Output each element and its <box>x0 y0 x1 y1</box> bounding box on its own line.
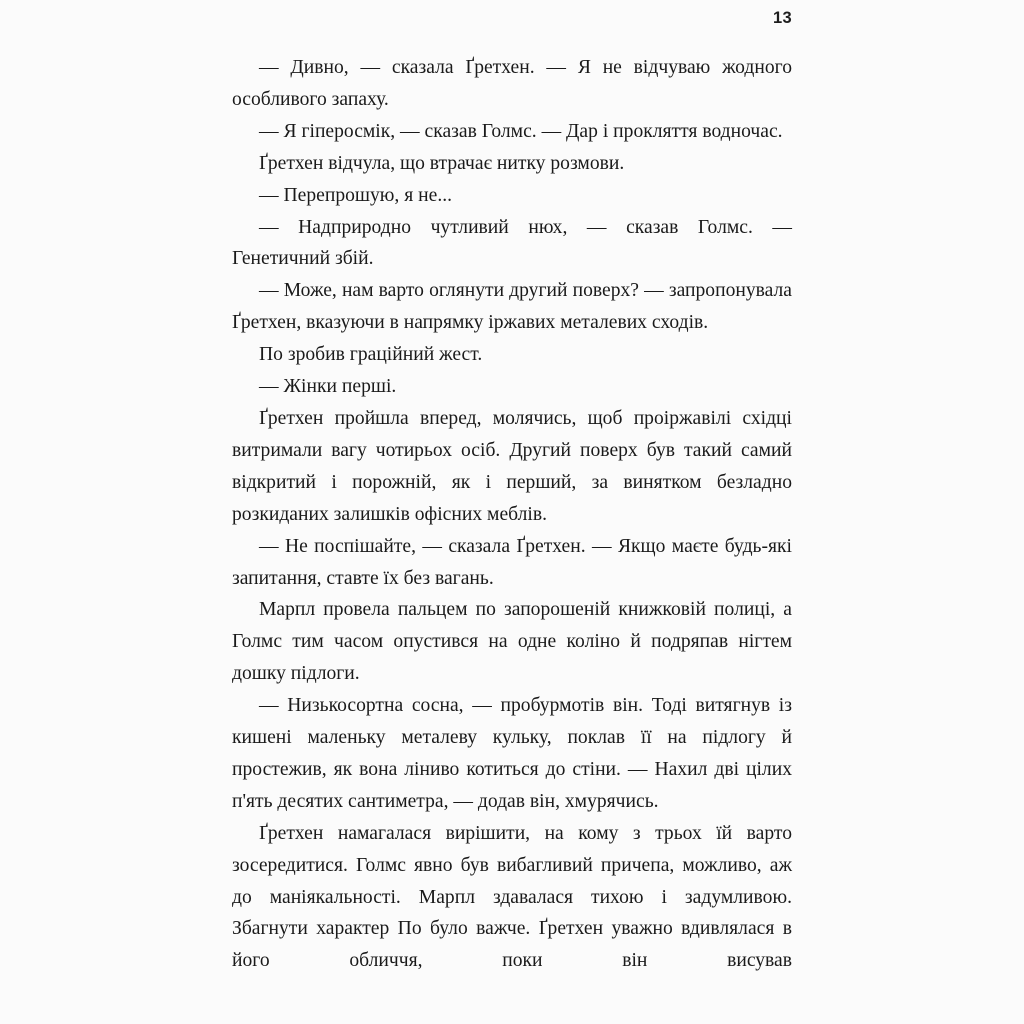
paragraph: — Низькосортна сосна, — пробурмотів він. Тоді витягнув із кишені маленьку металеву кульку, поклав її на підлогу й простежив, як вона ліниво котиться до стіни. — Нахил дві цілих п'ять десятих сантиметра, — додав він, хмурячись. <box>232 695 792 812</box>
paragraph: — Не поспішайте, — сказала Ґретхен. — Якщо маєте будь-які запитання, ставте їх без вагань. <box>232 535 792 589</box>
paragraph: Ґретхен відчула, що втрачає нитку розмови. <box>259 152 625 174</box>
paragraph: — Жінки перші. <box>259 376 397 398</box>
body-text <box>232 52 792 977</box>
page-number: 13 <box>773 9 792 27</box>
paragraph: — Перепрошую, я не... <box>259 184 453 206</box>
paragraph: — Може, нам варто оглянути другий поверх? — запропонувала Ґретхен, вказуючи в напрямку іржавих металевих сходів. <box>232 280 792 334</box>
paragraph: Ґретхен намагалася вирішити, на кому з трьох їй варто зосередитися. Голмс явно був вибагливий причепа, можливо, аж до маніякальності. Марпл здавалася тихою і задумливою. Збагнути характер По було важче. Ґретхен уважно вдивлялася в його обличчя, поки він висував <box>232 822 792 972</box>
paragraph: — Надприродно чутливий нюх, — сказав Голмс. — Генетичний збій. <box>232 216 792 270</box>
paragraph: Ґретхен пройшла вперед, молячись, щоб проіржавілі східці витримали вагу чотирьох осіб. Другий поверх був такий самий відкритий і порожній, як і перший, за винятком безладно розкиданих залишків офісних меблів. <box>232 407 792 525</box>
paragraph: — Дивно, — сказала Ґретхен. — Я не відчуваю жодного особливого запаху. <box>232 57 792 110</box>
paragraph: По зробив граційний жест. <box>259 344 483 366</box>
paragraph: — Я гіперосмік, — сказав Голмс. — Дар і прокляття водночас. <box>259 120 783 142</box>
paragraph: Марпл провела пальцем по запорошеній книжковій полиці, а Голмс тим часом опустився на одне коліно й подряпав нігтем дошку підлоги. <box>232 599 792 685</box>
